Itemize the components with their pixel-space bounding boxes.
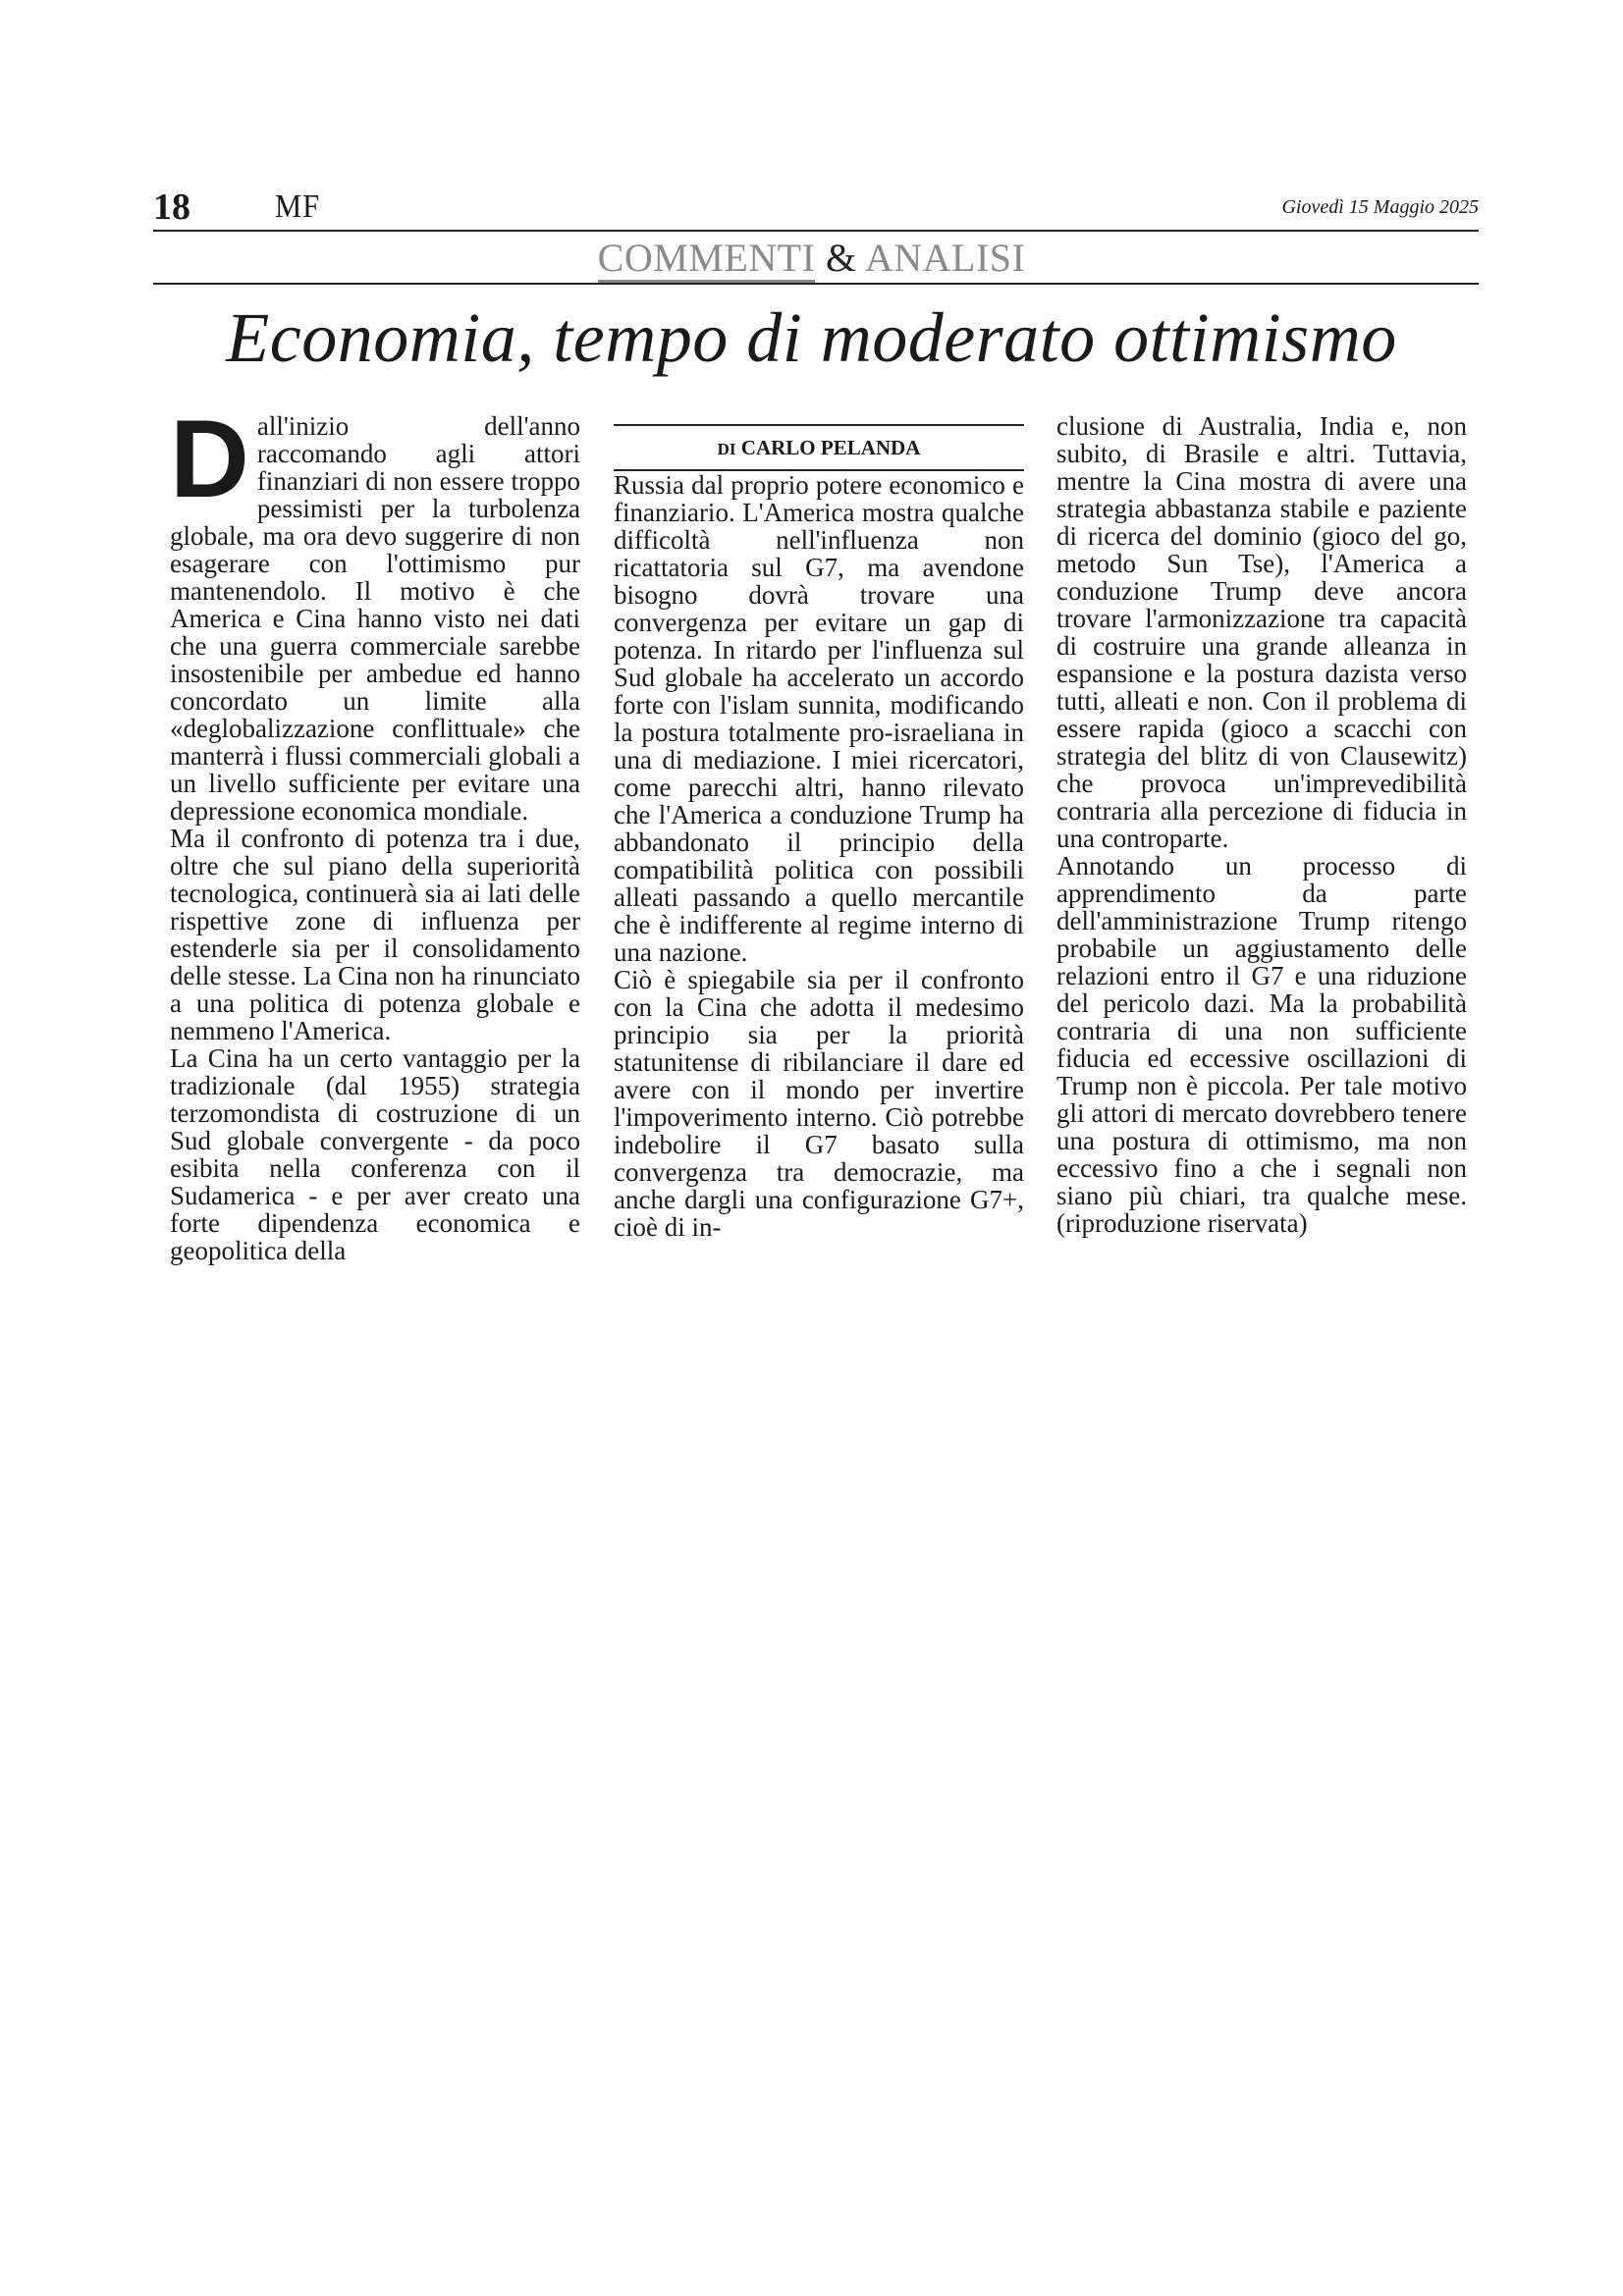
section-word-commenti: COMMENTI	[598, 236, 816, 283]
publication-logo: MF	[275, 188, 321, 225]
paragraph: clusione di Australia, India e, non subito, di Brasile e altri. Tuttavia, mentre la Cina mostra di avere una strategia abbastanza stabile e paziente di ricerca del dominio (gioco del go, metodo Sun Tse), l'America a conduzione Trump deve ancora trovare l'armonizzazione tra capacità di costruire una grande alleanza in espansione e la postura dazista verso tutti, alleati e non. Con il problema di essere rapida (gioco a scacchi con strategia del blitz di von Clausewitz) che provoca un'imprevedibilità contraria alla percezione di fiducia in una controparte.	[1056, 411, 1467, 853]
drop-cap: D	[170, 398, 249, 520]
byline-author: CARLO PELANDA	[740, 436, 921, 459]
page-number: 18	[153, 187, 190, 228]
paragraph: Annotando un processo di apprendimento da parte dell'amministrazione Trump ritengo probabile un aggiustamento delle relazioni entro il G7 e una riduzione del pericolo dazi. Ma la probabilità contraria di una non sufficiente fiducia ed eccessive oscillazioni di Trump non è piccola. Per tale motivo gli attori di mercato dovrebbero tenere una postura di ottimismo, ma non eccessivo fino a che i segnali non siano più chiari, tra qualche mese. (riproduzione riservata)	[1056, 851, 1467, 1238]
paragraph: Ma il confronto di potenza tra i due, oltre che sul piano della superiorità tecnologica, continuerà sia ai lati delle rispettive zone di influenza per estenderle sia per il consolidamento delle stesse. La Cina non ha rinunciato a una politica di potenza globale e nemmeno l'America.	[170, 824, 580, 1045]
article-column-2	[614, 471, 1024, 1241]
paragraph: Russia dal proprio potere economico e finanziario. L'America mostra qualche difficoltà nell'influenza non ricattatoria sul G7, ma avendone bisogno dovrà trovare una convergenza per evitare un gap di potenza. In ritardo per l'influenza sul Sud globale ha accelerato un accordo forte con l'islam sunnita, modificando la postura totalmente pro-israeliana in una di mediazione. I miei ricercatori, come parecchi altri, hanno rilevato che l'America a conduzione Trump ha abbandonato il principio della compatibilità politica con possibili alleati passando a quello mercantile che è indifferente al regime interno di una nazione.	[614, 470, 1024, 967]
header-rule-top	[153, 230, 1479, 232]
byline	[614, 424, 1024, 471]
paragraph: Ciò è spiegabile sia per il confronto con la Cina che adotta il medesimo principio sia per la priorità statunitense di ribilanciare il dare ed avere con il mondo per invertire l'impoverimento interno. Ciò potrebbe indebolire il G7 basato sulla convergenza tra democrazie, ma anche dargli una configurazione G7+, cioè di in-	[614, 965, 1024, 1242]
paragraph: La Cina ha un certo vantaggio per la tradizionale (dal 1955) strategia terzomondista di costruzione di un Sud globale convergente - da poco esibita nella conferenza con il Sudamerica - e per aver creato una forte dipendenza economica e geopolitica della	[170, 1043, 580, 1265]
issue-date: Giovedì 15 Maggio 2025	[1281, 196, 1479, 218]
byline-prefix: DI	[717, 440, 736, 458]
paragraph: all'inizio dell'anno raccomando agli attori finanziari di non essere troppo pessimisti per la turbolenza globale, ma ora devo suggerire di non esagerare con l'ottimismo pur mantenendolo. Il motivo è che America e Cina hanno visto nei dati che una guerra commerciale sarebbe insostenibile per ambedue ed hanno concordato un limite alla «deglobalizzazione conflittuale» che manterrà i flussi commerciali globali a un livello sufficiente per evitare una depressione economica mondiale.	[170, 411, 580, 826]
article-column-3	[1056, 412, 1467, 1237]
header-rule-bottom	[153, 283, 1479, 285]
article-headline: Economia, tempo di moderato ottimismo	[226, 298, 1397, 377]
article-column-1	[170, 398, 580, 1265]
section-label	[0, 234, 1623, 283]
section-word-analisi: ANALISI	[864, 236, 1026, 280]
masthead	[153, 185, 1479, 230]
section-ampersand: &	[825, 236, 857, 280]
